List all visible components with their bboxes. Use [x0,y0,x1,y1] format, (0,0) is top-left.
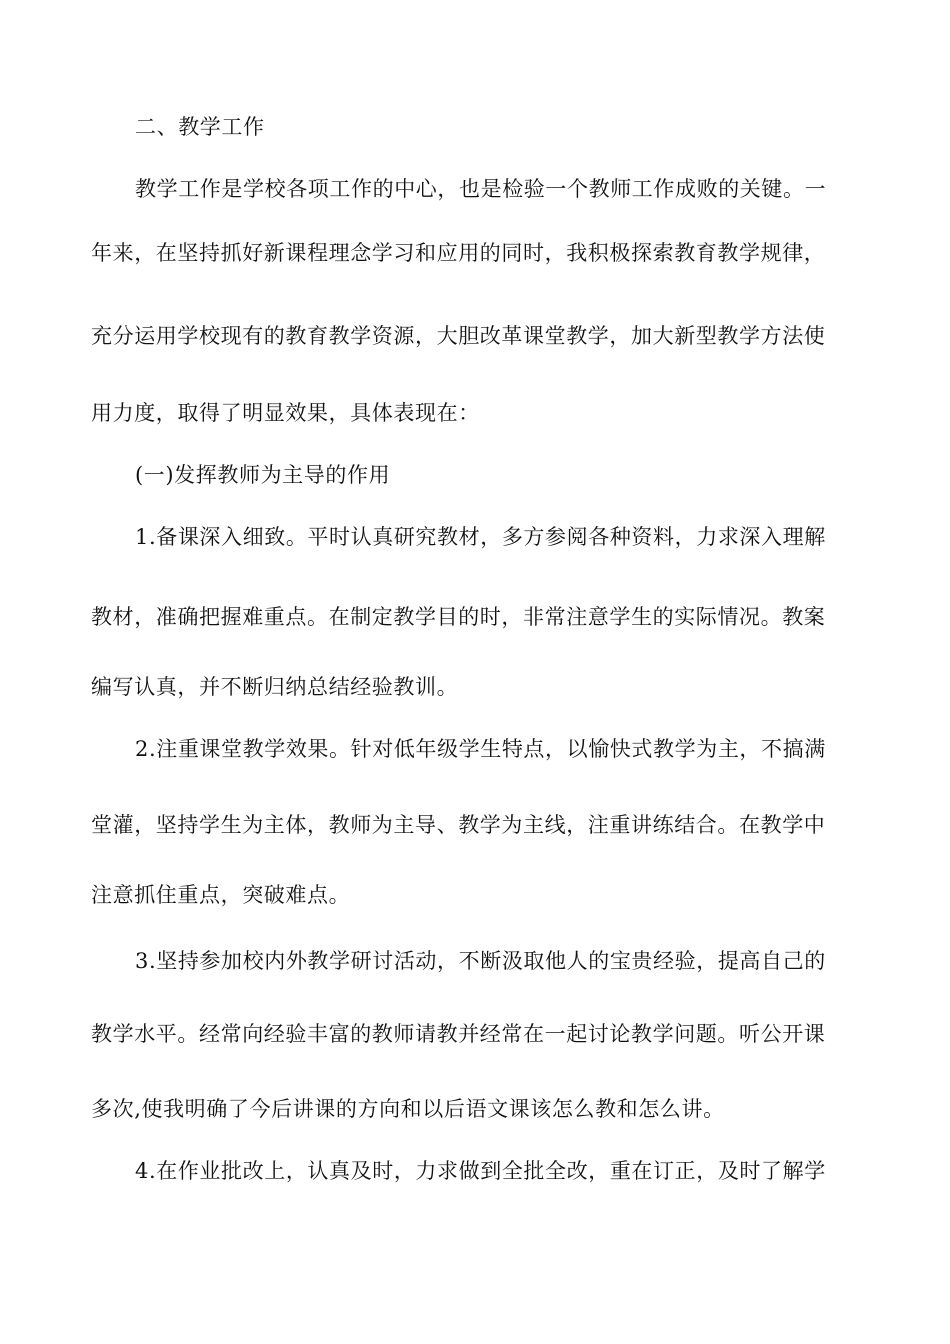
section-heading: 二、教学工作 [135,115,265,139]
paragraph-line: 多次,使我明确了今后讲课的方向和以后语文课该怎么教和怎么讲。 [91,1097,725,1121]
paragraph-line: 充分运用学校现有的教育教学资源，大胆改革课堂教学，加大新型教学方法使 [91,324,826,348]
paragraph-line: 4.在作业批改上，认真及时，力求做到全批全改，重在订正，及时了解学 [135,1159,826,1183]
paragraph-line: 注意抓住重点，突破难点。 [91,883,351,907]
paragraph-line: 堂灌，坚持学生为主体，教师为主导、教学为主线，注重讲练结合。在教学中 [91,813,826,837]
paragraph-line: 2.注重课堂教学效果。针对低年级学生特点，以愉快式教学为主，不搞满 [135,737,826,761]
paragraph-line: 1.备课深入细致。平时认真研究教材，多方参阅各种资料，力求深入理解 [135,525,826,549]
paragraph-line: 年来，在坚持抓好新课程理念学习和应用的同时，我积极探索教育教学规律， [91,241,826,265]
subsection-heading: (一)发挥教师为主导的作用 [135,463,391,487]
paragraph-line: 3.坚持参加校内外教学研讨活动，不断汲取他人的宝贵经验，提高自己的 [135,949,826,973]
paragraph-line: 教学工作是学校各项工作的中心，也是检验一个教师工作成败的关键。一 [135,177,827,201]
paragraph-line: 编写认真，并不断归纳总结经验教训。 [91,675,459,699]
paragraph-line: 用力度，取得了明显效果，具体表现在： [91,401,480,425]
paragraph-line: 教材，准确把握难重点。在制定教学目的时，非常注意学生的实际情况。教案 [91,605,826,629]
paragraph-line: 教学水平。经常向经验丰富的教师请教并经常在一起讨论教学问题。听公开课 [91,1022,826,1046]
